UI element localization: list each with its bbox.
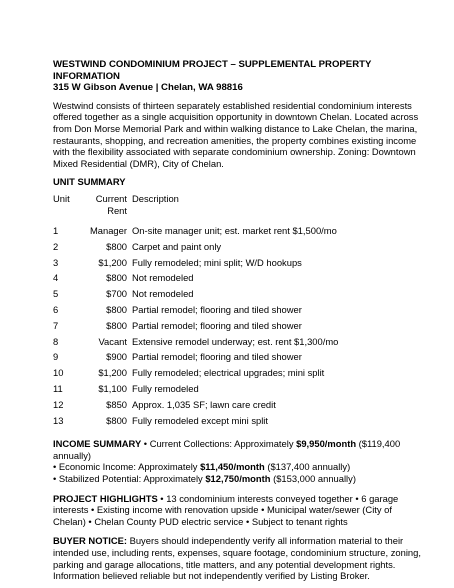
table-row bbox=[53, 351, 353, 367]
unit-cell: 9 bbox=[53, 351, 59, 363]
income-current-value: $9,950/month bbox=[296, 438, 357, 450]
income-economic-value: $11,450/month bbox=[200, 461, 265, 473]
table-row bbox=[53, 383, 353, 399]
rent-cell: $800 bbox=[106, 304, 127, 316]
col-header-description: Description bbox=[132, 192, 179, 204]
table-row bbox=[53, 415, 353, 431]
income-economic-line bbox=[53, 461, 425, 473]
table-row bbox=[53, 320, 353, 336]
unit-cell: 13 bbox=[53, 414, 64, 426]
unit-cell: 10 bbox=[53, 367, 64, 379]
unit-cell: 2 bbox=[53, 240, 59, 252]
unit-cell: 5 bbox=[53, 288, 59, 300]
description-cell: Fully remodeled bbox=[132, 382, 199, 394]
income-current-line bbox=[53, 438, 425, 461]
description-cell: Partial remodel; flooring and tiled shower bbox=[132, 319, 302, 331]
table-row bbox=[53, 225, 353, 241]
income-current-prefix: • Current Collections: Approximately bbox=[141, 438, 297, 450]
project-highlights-label: PROJECT HIGHLIGHTS bbox=[53, 492, 158, 504]
unit-cell: 3 bbox=[53, 256, 59, 268]
income-current-suffix: ($119,400 annually) bbox=[53, 438, 401, 461]
income-economic-suffix: ($137,400 annually) bbox=[264, 461, 351, 473]
rent-cell: $800 bbox=[106, 240, 127, 252]
description-cell: Partial remodel; flooring and tiled shower bbox=[132, 304, 302, 316]
table-row bbox=[53, 336, 353, 352]
description-cell: Approx. 1,035 SF; lawn care credit bbox=[132, 398, 276, 410]
table-row bbox=[53, 304, 353, 320]
rent-cell: $1,100 bbox=[98, 382, 127, 394]
property-address: 315 W Gibson Avenue | Chelan, WA 98816 bbox=[53, 82, 243, 94]
col-header-rent: Current Rent bbox=[95, 192, 127, 216]
unit-cell: 8 bbox=[53, 335, 59, 347]
buyer-notice-text: Buyers should independently verify all information material to their intended use, including rents, expenses, square footage, condominium structure, zoning, parking and garage allocations, title matters, and any potential development rights. Information believed reliable but not independently verified by Listing Broker. bbox=[53, 535, 421, 582]
description-cell: Not remodeled bbox=[132, 272, 194, 284]
unit-cell: 7 bbox=[53, 319, 59, 331]
table-row bbox=[53, 257, 353, 273]
unit-cell: 6 bbox=[53, 304, 59, 316]
unit-summary-table bbox=[53, 193, 353, 430]
rent-cell: $800 bbox=[106, 272, 127, 284]
description-cell: On-site manager unit; est. market rent $1,500/mo bbox=[132, 225, 337, 237]
title-line-2: INFORMATION bbox=[53, 70, 120, 82]
project-highlights bbox=[53, 493, 425, 528]
table-row bbox=[53, 272, 353, 288]
document-title bbox=[53, 59, 425, 94]
description-cell: Partial remodel; flooring and tiled shower bbox=[132, 351, 302, 363]
rent-cell: $700 bbox=[106, 288, 127, 300]
rent-cell: Manager bbox=[89, 225, 127, 237]
rent-cell: $900 bbox=[106, 351, 127, 363]
unit-cell: 4 bbox=[53, 272, 59, 284]
rent-cell: $1,200 bbox=[98, 367, 127, 379]
rent-cell: $800 bbox=[106, 414, 127, 426]
table-header-row bbox=[53, 193, 353, 225]
income-stabilized-value: $12,750/month bbox=[205, 473, 271, 485]
income-economic-prefix: • Economic Income: Approximately bbox=[53, 461, 201, 473]
rent-cell: $1,200 bbox=[98, 256, 127, 268]
buyer-notice-label: BUYER NOTICE: bbox=[53, 535, 127, 547]
unit-cell: 1 bbox=[53, 225, 59, 237]
income-stabilized-prefix: • Stabilized Potential: Approximately bbox=[53, 473, 206, 485]
document-page bbox=[53, 59, 425, 582]
col-header-unit: Unit bbox=[53, 192, 70, 204]
description-cell: Not remodeled bbox=[132, 288, 194, 300]
description-cell: Extensive remodel underway; est. rent $1,300/mo bbox=[132, 335, 339, 347]
unit-summary-heading: UNIT SUMMARY bbox=[53, 176, 126, 188]
table-row bbox=[53, 288, 353, 304]
description-cell: Fully remodeled except mini split bbox=[132, 414, 268, 426]
rent-cell: $800 bbox=[106, 319, 127, 331]
table-row bbox=[53, 399, 353, 415]
project-highlights-text: • 13 condominium interests conveyed together • 6 garage interests • Existing income with renovation upside • Municipal water/sewer (City of Chelan) • Chelan County PUD electric service • Subject to tenant rights bbox=[53, 492, 399, 527]
description-cell: Fully remodeled; mini split; W/D hookups bbox=[132, 256, 302, 268]
income-summary-label: INCOME SUMMARY bbox=[53, 438, 142, 450]
income-stabilized-suffix: ($153,000 annually) bbox=[270, 473, 356, 485]
description-cell: Fully remodeled; electrical upgrades; mini split bbox=[132, 367, 325, 379]
income-summary bbox=[53, 438, 425, 484]
description-cell: Carpet and paint only bbox=[132, 240, 222, 252]
income-stabilized-line bbox=[53, 473, 425, 485]
intro-paragraph: Westwind consists of thirteen separately established residential condominium interests offered together as a single acquisition opportunity in downtown Chelan. Located across from Don Morse Memorial Park and within walking distance to Lake Chelan, the marina, restaurants, shopping, and recreation amenities, the property combines existing income with the flexibility associated with separate condominium ownership. Zoning: Downtown Mixed Residential (DMR), City of Chelan. bbox=[53, 99, 419, 169]
unit-rows bbox=[53, 225, 353, 430]
rent-cell: Vacant bbox=[98, 335, 127, 347]
rent-cell: $850 bbox=[106, 398, 127, 410]
table-row bbox=[53, 241, 353, 257]
table-row bbox=[53, 367, 353, 383]
unit-cell: 12 bbox=[53, 398, 64, 410]
title-line-1: WESTWIND CONDOMINIUM PROJECT – SUPPLEMENTAL PROPERTY bbox=[53, 59, 372, 70]
unit-cell: 11 bbox=[53, 382, 63, 394]
buyer-notice bbox=[53, 535, 425, 581]
